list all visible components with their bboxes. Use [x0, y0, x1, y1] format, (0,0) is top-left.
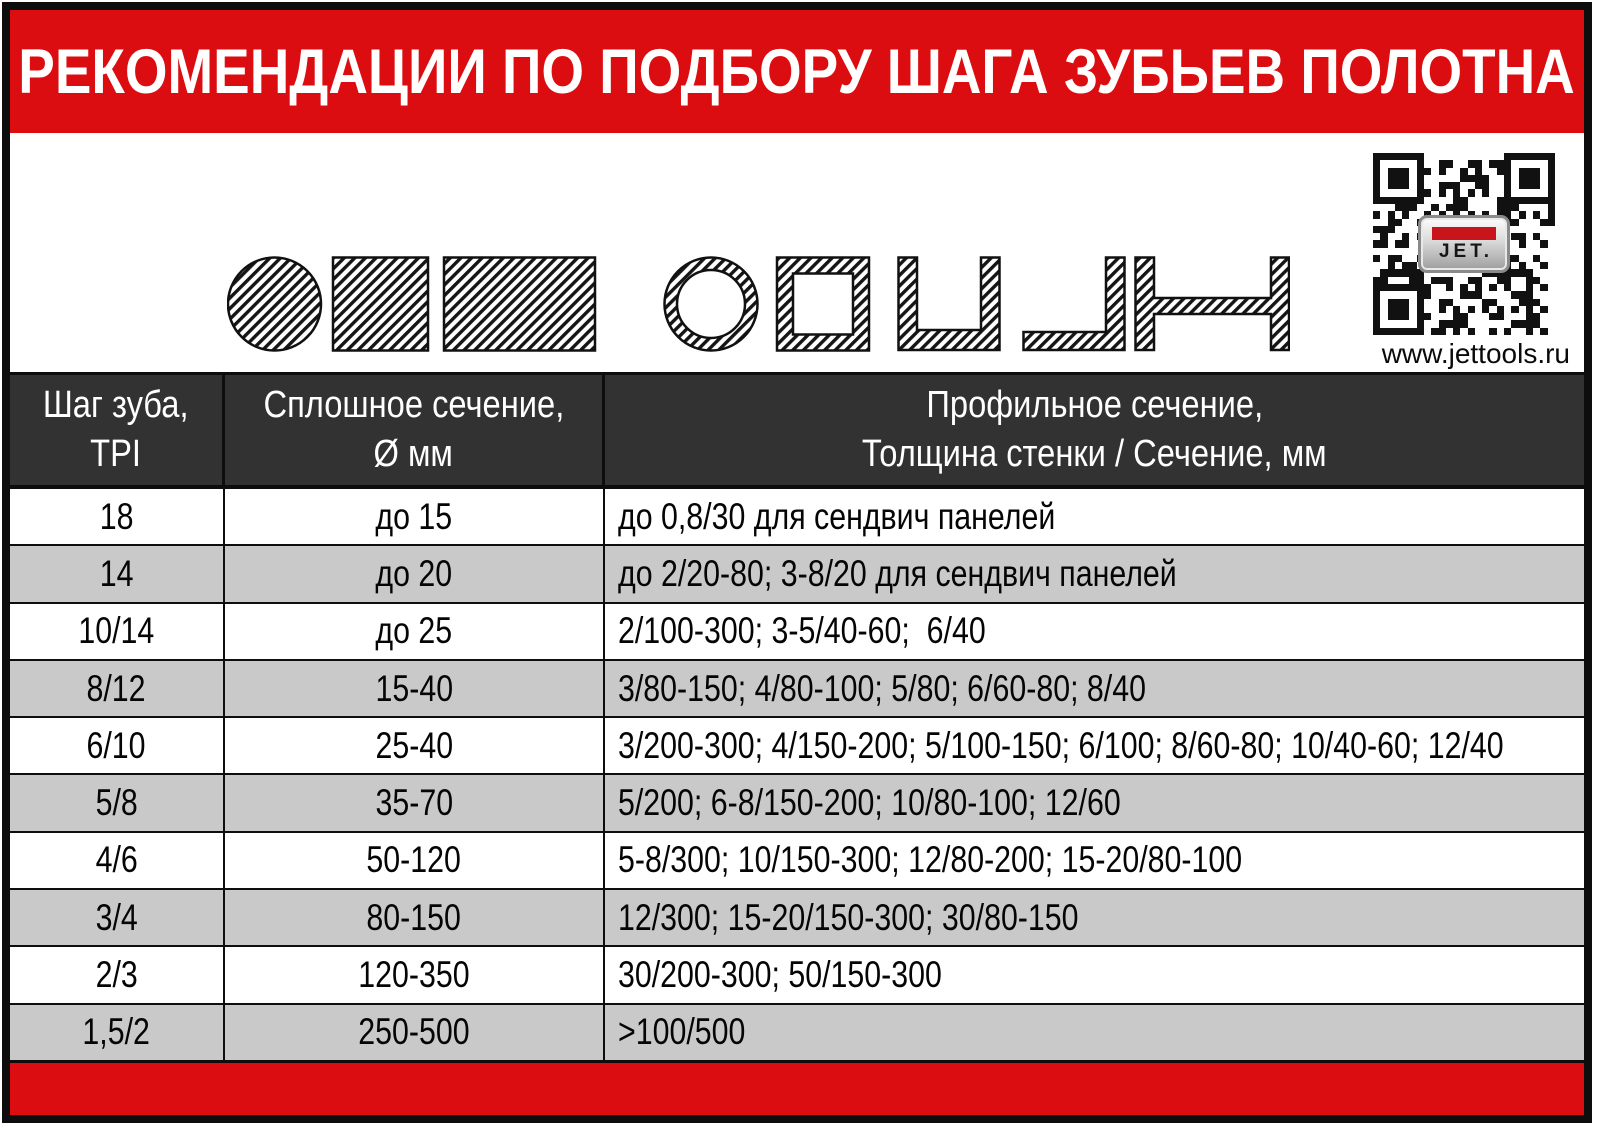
pipe-round-tube-icon [665, 258, 758, 351]
tpi-table [10, 372, 1584, 1063]
cell-tpi: 8/12 [10, 661, 225, 716]
page-title: РЕКОМЕНДАЦИИ ПО ПОДБОРУ ШАГА ЗУБЬЕВ ПОЛОТНА [18, 36, 1576, 107]
square-solid-icon [333, 258, 428, 351]
footer-banner [10, 1063, 1584, 1115]
cell-profile: >100/500 [618, 1011, 746, 1053]
cell-solid: до 20 [225, 546, 605, 601]
table-row [10, 659, 1584, 716]
cell-solid: 120-350 [225, 947, 605, 1002]
cell-profile: до 2/20-80; 3-8/20 для сендвич панелей [618, 552, 1177, 594]
i-beam-icon [1136, 258, 1290, 351]
cell-profile: до 0,8/30 для сендвич панелей [618, 495, 1056, 537]
jet-logo-text: JET. [1438, 240, 1494, 262]
cell-profile: 30/200-300; 50/150-300 [618, 954, 942, 996]
illustration-area [10, 133, 1584, 372]
cell-solid: до 15 [225, 489, 605, 544]
circle-solid-icon [228, 258, 321, 351]
cell-solid: 35-70 [225, 775, 605, 830]
cell-profile: 3/80-150; 4/80-100; 5/80; 6/60-80; 8/40 [618, 667, 1146, 709]
cell-tpi: 2/3 [10, 947, 225, 1002]
col-header-profile-section: Профильное сечение, Толщина стенки / Сечение, мм [862, 384, 1327, 475]
cell-tpi: 18 [10, 489, 225, 544]
jet-logo-red-bar [1432, 227, 1496, 240]
table-header-row [10, 375, 1584, 489]
rectangle-solid-icon [444, 258, 595, 351]
cell-tpi: 6/10 [10, 718, 225, 773]
cell-solid: 50-120 [225, 833, 605, 888]
website-url: www.jettools.ru [1381, 338, 1570, 369]
square-tube-icon [777, 258, 869, 351]
l-angle-icon [1024, 258, 1125, 351]
table-row [10, 716, 1584, 773]
cell-solid: 15-40 [225, 661, 605, 716]
jet-logo [1418, 215, 1510, 273]
table-row [10, 544, 1584, 601]
cell-solid: 250-500 [225, 1005, 605, 1060]
u-channel-icon [899, 258, 1000, 351]
cell-profile: 5/200; 6-8/150-200; 10/80-100; 12/60 [618, 782, 1121, 824]
table-row [10, 945, 1584, 1002]
cell-tpi: 10/14 [10, 604, 225, 659]
cell-profile: 3/200-300; 4/150-200; 5/100-150; 6/100; 8/60-80; 10/40-60; 12/40 [618, 724, 1504, 766]
table-row [10, 1003, 1584, 1060]
cell-solid: 25-40 [225, 718, 605, 773]
poster-content [10, 10, 1584, 1115]
table-row [10, 831, 1584, 888]
cell-tpi: 3/4 [10, 890, 225, 945]
cell-tpi: 14 [10, 546, 225, 601]
table-row [10, 888, 1584, 945]
cell-tpi: 1,5/2 [10, 1005, 225, 1060]
section-shape-icons [227, 256, 1290, 352]
cell-solid: до 25 [225, 604, 605, 659]
table-body [10, 489, 1584, 1060]
col-header-tpi: Шаг зуба, TPI [10, 375, 225, 485]
title-banner [10, 10, 1584, 133]
cell-tpi: 5/8 [10, 775, 225, 830]
table-row [10, 773, 1584, 830]
cell-profile: 5-8/300; 10/150-300; 12/80-200; 15-20/80-100 [618, 839, 1243, 881]
col-header-solid-section: Сплошное сечение, Ø мм [225, 375, 605, 485]
qr-code [1373, 153, 1555, 335]
cell-tpi: 4/6 [10, 833, 225, 888]
cell-profile: 12/300; 15-20/150-300; 30/80-150 [618, 896, 1079, 938]
table-row [10, 489, 1584, 544]
cell-solid: 80-150 [225, 890, 605, 945]
poster-frame [2, 2, 1592, 1123]
table-row [10, 602, 1584, 659]
cell-profile: 2/100-300; 3-5/40-60; 6/40 [618, 610, 986, 652]
